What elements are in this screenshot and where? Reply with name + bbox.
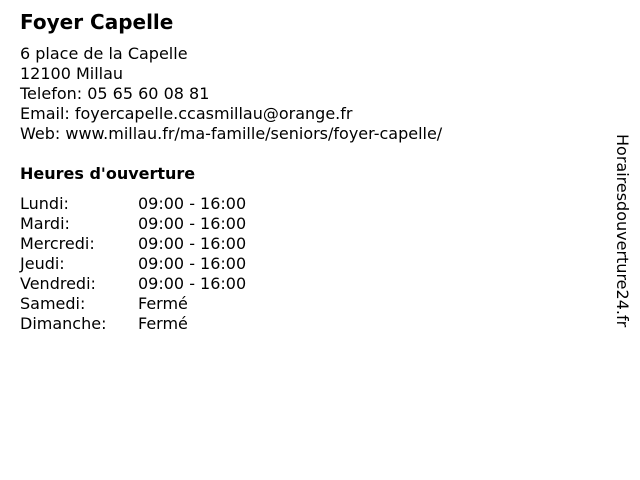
contact-block — [20, 44, 442, 144]
site-watermark: Horairesdouverture24.fr — [613, 134, 632, 328]
hours-row-tuesday — [20, 214, 246, 234]
day-label: Mardi: — [20, 214, 70, 233]
day-hours: 09:00 - 16:00 — [138, 234, 247, 253]
day-label: Dimanche: — [20, 314, 107, 333]
day-hours: Fermé — [138, 314, 188, 333]
day-hours: 09:00 - 16:00 — [138, 254, 247, 273]
web-line: Web: www.millau.fr/ma-famille/seniors/foyer-capelle/ — [20, 124, 443, 143]
opening-hours-heading: Heures d'ouverture — [20, 164, 196, 183]
hours-row-monday — [20, 194, 246, 214]
day-hours: Fermé — [138, 294, 188, 313]
day-label: Lundi: — [20, 194, 69, 213]
address-city: 12100 Millau — [20, 64, 124, 83]
hours-row-saturday — [20, 294, 246, 314]
hours-row-sunday — [20, 314, 246, 334]
day-label: Vendredi: — [20, 274, 96, 293]
phone-line: Telefon: 05 65 60 08 81 — [20, 84, 210, 103]
day-hours: 09:00 - 16:00 — [138, 214, 247, 233]
day-label: Samedi: — [20, 294, 86, 313]
day-hours: 09:00 - 16:00 — [138, 274, 247, 293]
opening-hours-table — [20, 194, 246, 334]
address-street: 6 place de la Capelle — [20, 44, 188, 63]
day-label: Mercredi: — [20, 234, 95, 253]
email-line: Email: foyercapelle.ccasmillau@orange.fr — [20, 104, 353, 123]
day-hours: 09:00 - 16:00 — [138, 194, 247, 213]
hours-row-friday — [20, 274, 246, 294]
place-title: Foyer Capelle — [20, 10, 174, 34]
hours-row-thursday — [20, 254, 246, 274]
hours-row-wednesday — [20, 234, 246, 254]
day-label: Jeudi: — [20, 254, 65, 273]
